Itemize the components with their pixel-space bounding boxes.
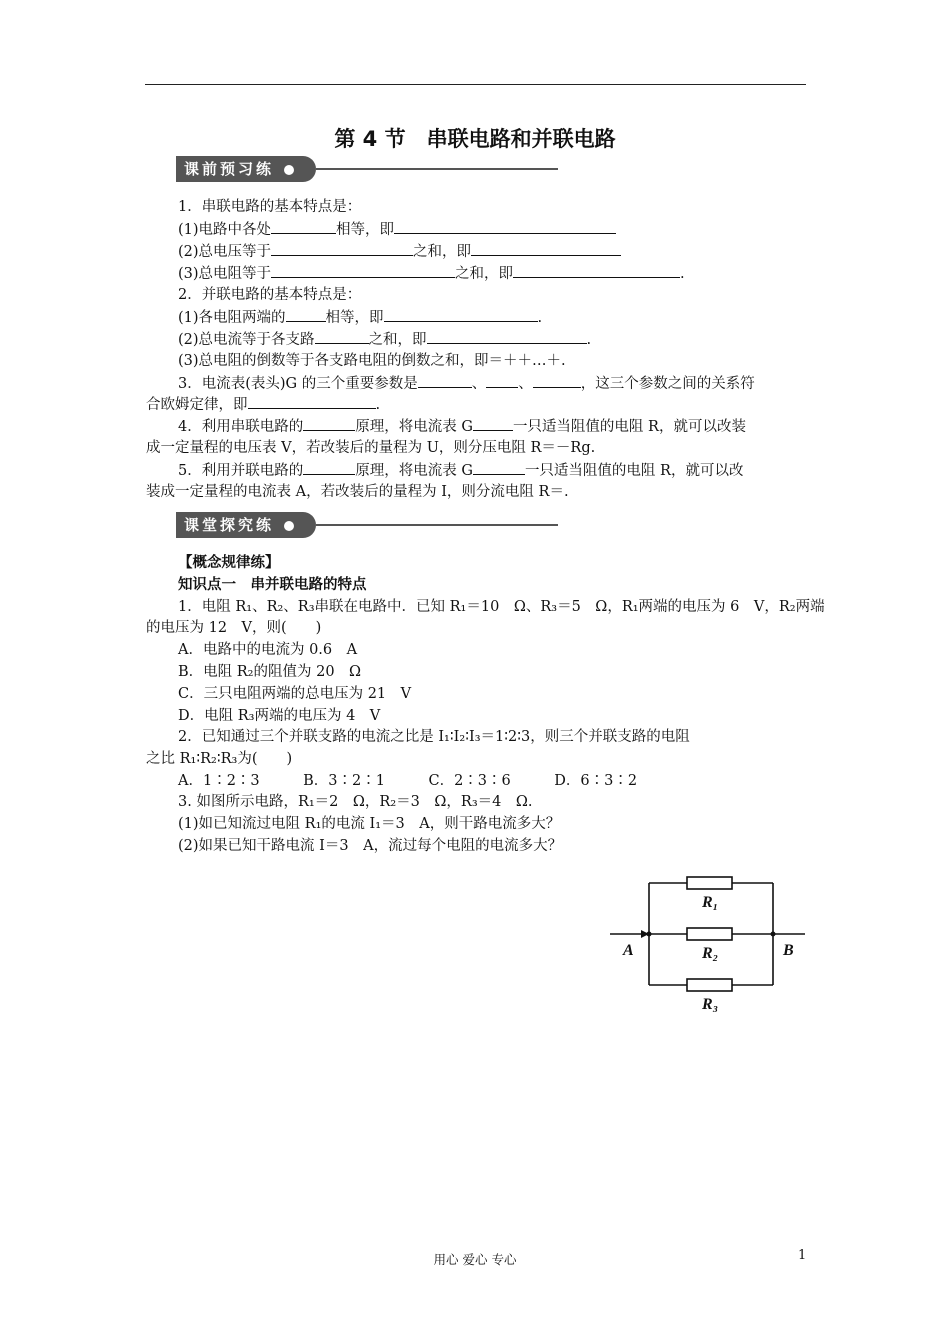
section-banner-class [176,512,558,538]
section-heading: 知识点一 串并联电路的特点 [178,577,367,593]
dot-icon [284,165,294,175]
question-line: 2．并联电路的基本特点是： [178,287,362,303]
option-line: D．电阻 R₃两端的电压为 4 V [178,708,381,724]
question-line: (3)总电阻的倒数等于各支路电阻的倒数之和，即＝＋＋…＋. [178,353,566,369]
junction-node [647,932,652,937]
question-line: (1)电路中各处 相等，即 [146,219,840,240]
header-rule [145,84,806,85]
page-title: 第 4 节 串联电路和并联电路 [334,127,616,151]
question-line: 5．利用并联电路的 原理，将电流表 G 一只适当阻值的电阻 R，就可以改 [146,460,840,481]
question-line: 3. 如图所示电路，R₁＝2 Ω，R₂＝3 Ω，R₃＝4 Ω. [178,794,533,810]
resistor-label-r1: R₁ [702,894,719,911]
resistor-label-r3: R₃ [702,996,719,1013]
question-line: 1．电阻 R₁、R₂、R₃串联在电路中．已知 R₁＝10 Ω、R₃＝5 Ω，R₁两端的电压为 6 V，R₂两端 [178,599,825,615]
section-heading: 【概念规律练】 [178,555,280,571]
question-line: (2)总电压等于 之和，即 [146,241,840,262]
option-line: A．1∶2∶3 B．3∶2∶1 C．2∶3∶6 D．6∶3∶2 [178,773,638,789]
dot-icon [284,521,294,531]
option-line: B．电阻 R₂的阻值为 20 Ω [178,664,362,680]
question-line: (1)各电阻两端的 相等，即 . [146,307,840,328]
question-line: (1)如已知流过电阻 R₁的电流 I₁＝3 A，则干路电流多大？ [178,816,561,832]
banner-label: 课堂探究练 [184,516,275,534]
node-label-a: A [623,942,634,959]
junction-node [771,932,776,937]
banner-label: 课前预习练 [184,160,275,178]
circuit-diagram [605,870,805,1020]
question-line: 3．电流表(表头)G 的三个重要参数是 、 、 ，这三个参数之间的关系符 [146,373,840,394]
option-line: A．电路中的电流为 0.6 A [178,642,358,658]
question-line: (2)如果已知干路电流 I＝3 A，流过每个电阻的电流多大？ [178,838,563,854]
node-label-b: B [783,942,794,959]
question-line: (3)总电阻等于 之和，即 . [146,263,840,284]
resistor-label-r2: R₂ [702,945,719,962]
question-line: 合欧姆定律，即 . [146,394,808,415]
section-banner-preview [176,156,558,182]
option-line: C．三只电阻两端的总电压为 21 V [178,686,412,702]
question-line: 成一定量程的电压表 V，若改装后的量程为 U，则分压电阻 R＝－Rg. [146,440,596,456]
page-number: 1 [798,1248,807,1263]
question-line: 装成一定量程的电流表 A，若改装后的量程为 I，则分流电阻 R＝. [146,484,569,500]
question-line: 4．利用串联电路的 原理，将电流表 G 一只适当阻值的电阻 R，就可以改装 [146,416,840,437]
question-line: 的电压为 12 V，则( ) [146,620,322,636]
question-line: (2)总电流等于各支路 之和，即 . [146,329,840,350]
question-line: 之比 R₁∶R₂∶R₃为( ) [146,751,293,767]
question-line: 2．已知通过三个并联支路的电流之比是 I₁∶I₂∶I₃＝1∶2∶3，则三个并联支路的电阻 [178,729,690,745]
page-footer: 用心 爱心 专心 [433,1252,517,1267]
question-line: 1．串联电路的基本特点是： [178,199,362,215]
